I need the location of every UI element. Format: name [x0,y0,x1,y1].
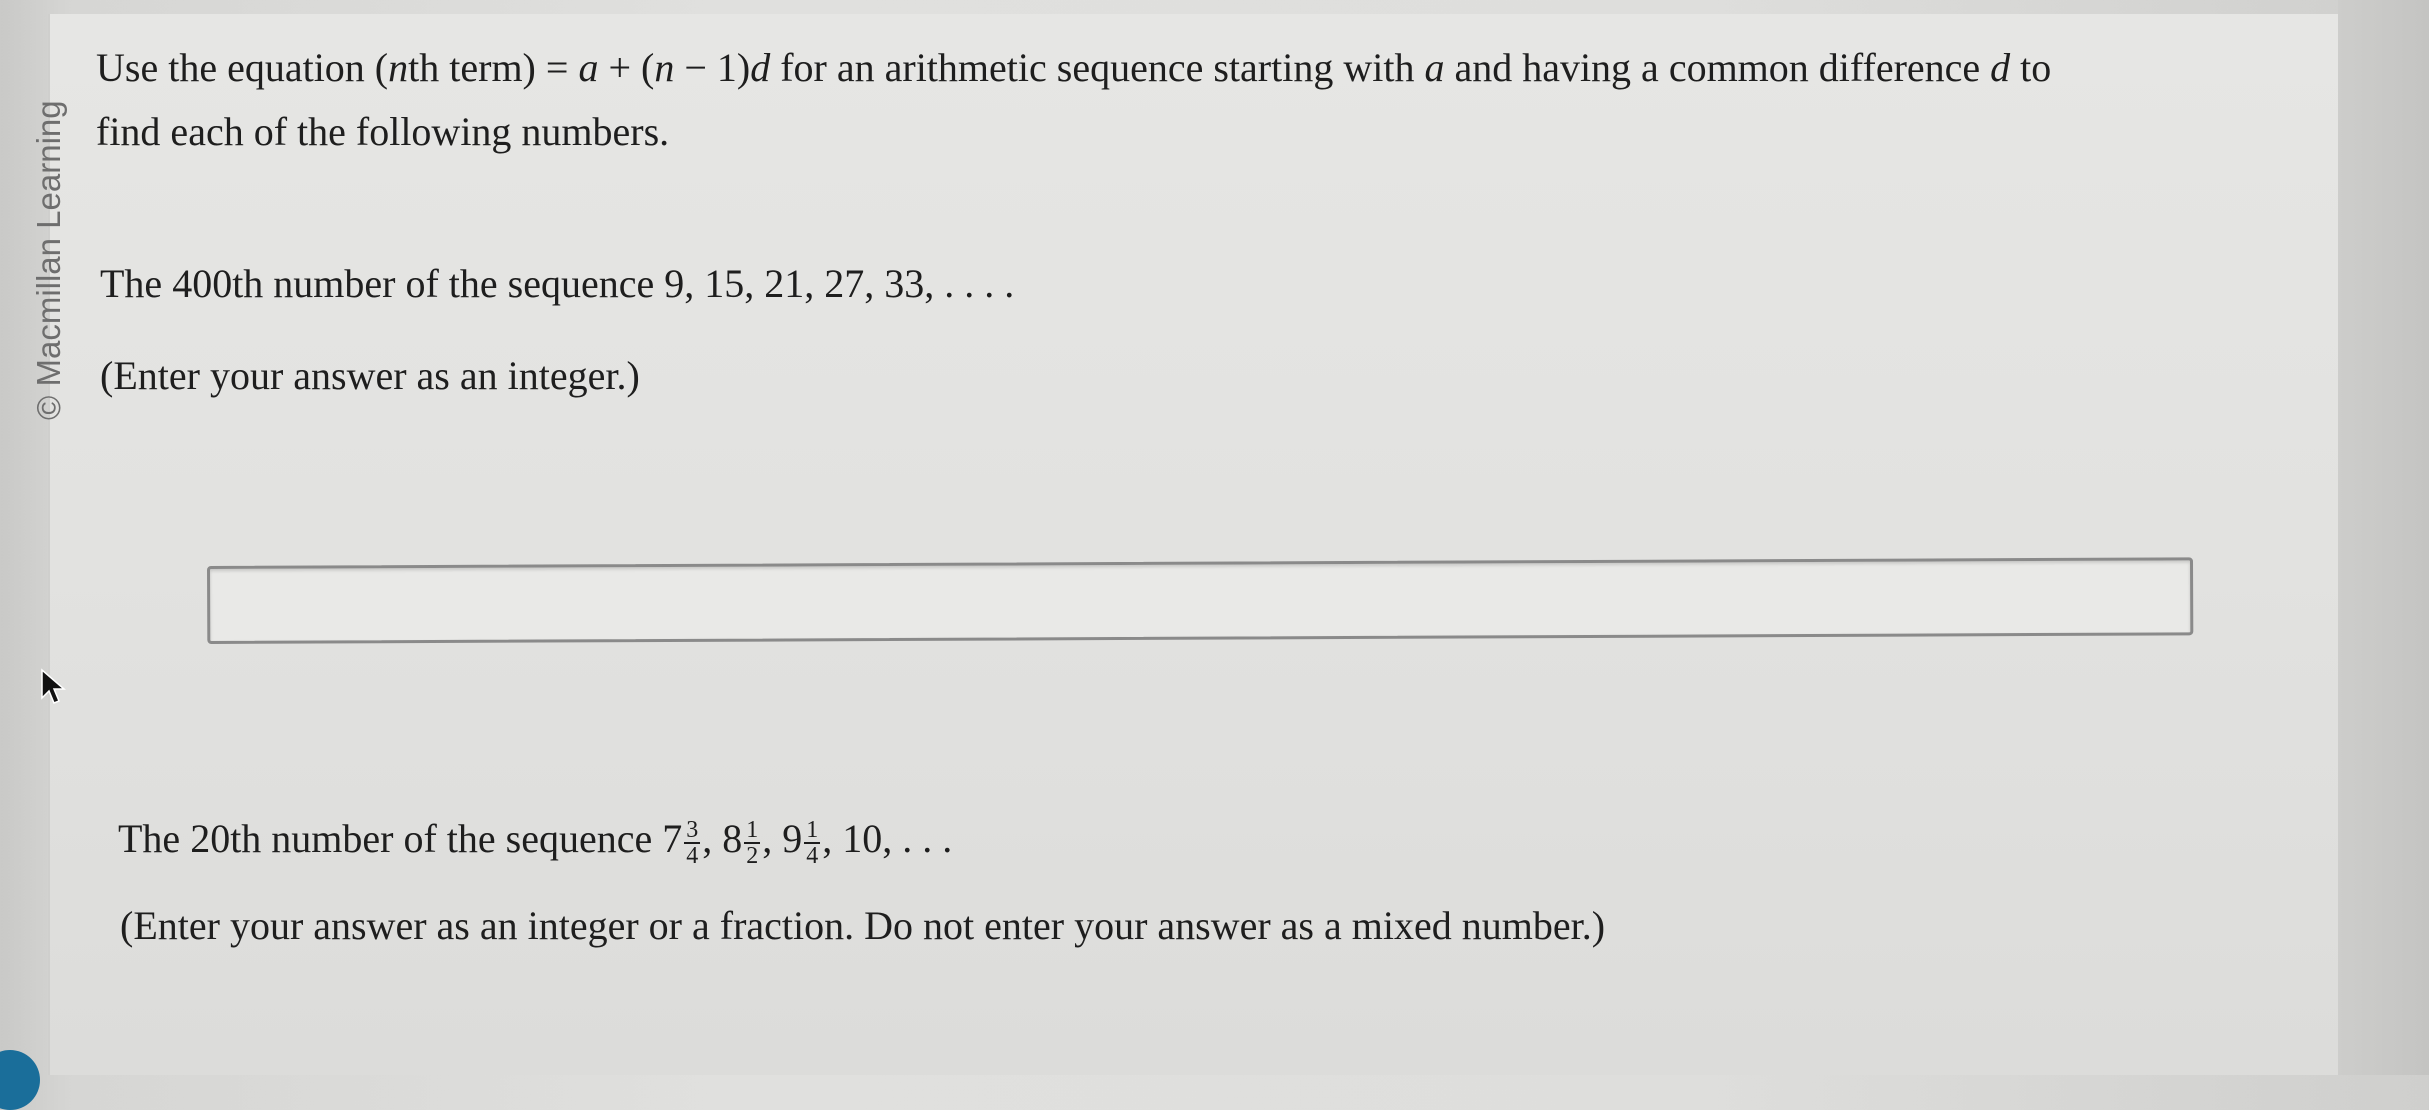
mouse-cursor-icon [40,668,70,708]
intro-line-2: find each of the following numbers. [96,109,670,154]
copyright-watermark: © Macmillan Learning [30,100,67,420]
mixed-fraction-1: $\frac{3}{4}$ [686,817,699,869]
answer-input-1[interactable] [207,557,2193,644]
corner-button[interactable] [0,1050,40,1110]
question-2-instruction: (Enter your answer as an integer or a fraction. Do not enter your answer as a mixed number.) [120,903,1606,948]
screen-edge [2338,0,2429,1075]
question-2-prompt: The 20th number of the sequence 7 $\frac{3}{4}$ , 8 $\frac{1}{2}$ , 9 $\frac{1}{4}$ , 10, . . . [118,816,953,869]
question-1-instruction: (Enter your answer as an integer.) [100,353,640,398]
mixed-fraction-2: $\frac{1}{2}$ [746,817,759,869]
intro-line-1: Use the equation (nth term) = a + (n − 1)d for an arithmetic sequence starting with a and having a common difference d to [96,45,2052,90]
question-1-prompt: The 400th number of the sequence 9, 15, 21, 27, 33, . . . . [100,261,1015,306]
mixed-fraction-3: $\frac{1}{4}$ [806,817,819,869]
